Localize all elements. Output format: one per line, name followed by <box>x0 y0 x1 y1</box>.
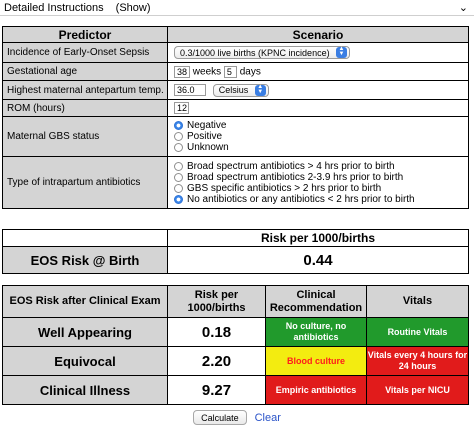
birth-risk-label: EOS Risk @ Birth <box>3 247 168 274</box>
exam-row-vitals: Vitals per NICU <box>367 376 469 405</box>
exam-row-vitals: Routine Vitals <box>367 318 469 347</box>
days-unit: days <box>239 66 261 78</box>
exam-risk-header-line: 1000/births <box>187 301 246 314</box>
incidence-value: 0.3/1000 live births (KPNC incidence) <box>180 47 330 58</box>
antibiotics-option-broad-4[interactable] <box>174 161 468 172</box>
gbs-option-label: Unknown <box>187 142 229 153</box>
instructions-toggle[interactable]: (Show) <box>115 1 151 14</box>
gbs-option-positive[interactable] <box>174 131 468 142</box>
exam-rec-header <box>266 286 367 318</box>
vitals-line: 24 hours <box>398 361 437 371</box>
instructions-title: Detailed Instructions <box>4 1 104 14</box>
radio-icon[interactable] <box>174 162 183 171</box>
exam-row-vitals <box>367 347 469 376</box>
exam-rec-header-line: Clinical <box>296 288 336 301</box>
temp-unit-value: Celsius <box>218 85 249 95</box>
exam-row-label: Well Appearing <box>3 318 168 347</box>
gbs-option-label: Negative <box>187 120 227 131</box>
antibiotics-label: Type of intrapartum antibiotics <box>3 157 168 209</box>
predictor-header: Predictor <box>3 27 168 43</box>
exam-row-label: Equivocal <box>3 347 168 376</box>
antibiotics-option-none[interactable] <box>174 194 468 205</box>
rom-input[interactable]: 12 <box>174 102 189 114</box>
chevron-down-icon[interactable]: ⌄ <box>458 2 468 14</box>
exam-row-recommendation: Blood culture <box>266 347 367 376</box>
radio-selected-icon[interactable] <box>174 195 183 204</box>
radio-icon[interactable] <box>174 143 183 152</box>
gbs-label: Maternal GBS status <box>3 117 168 157</box>
exam-vitals-header: Vitals <box>367 286 469 318</box>
calculate-button[interactable]: Calculate <box>193 410 247 425</box>
radio-icon[interactable] <box>174 173 183 182</box>
incidence-label: Incidence of Early-Onset Sepsis <box>3 43 168 63</box>
select-arrows-icon: ▲ ▼ <box>336 47 347 58</box>
instructions-bar <box>0 0 474 16</box>
birth-risk-value: 0.44 <box>168 247 469 274</box>
rom-label: ROM (hours) <box>3 100 168 117</box>
exam-row-recommendation <box>266 318 367 347</box>
radio-icon[interactable] <box>174 132 183 141</box>
gestational-days-input[interactable]: 5 <box>224 66 237 78</box>
recommendation-line: No culture, no <box>285 321 347 331</box>
vitals-line: Vitals every 4 hours for <box>367 350 468 360</box>
exam-label-header: EOS Risk after Clinical Exam <box>3 286 168 318</box>
gestational-weeks-input[interactable]: 38 <box>174 66 190 78</box>
recommendation-line: antibiotics <box>293 332 339 342</box>
weeks-unit: weeks <box>192 66 222 78</box>
antibiotics-option-gbs[interactable] <box>174 183 468 194</box>
exam-row-risk: 0.18 <box>168 318 266 347</box>
birth-risk-table <box>2 229 469 274</box>
vitals-box <box>367 347 468 375</box>
radio-icon[interactable] <box>174 184 183 193</box>
antibiotics-option-label: Broad spectrum antibiotics > 4 hrs prior to birth <box>187 160 395 172</box>
antibiotics-option-label: Broad spectrum antibiotics 2-3.9 hrs prior to birth <box>187 171 404 183</box>
clear-link[interactable]: Clear <box>254 411 281 424</box>
scenario-header: Scenario <box>168 27 469 43</box>
radio-selected-icon[interactable] <box>174 121 183 130</box>
birth-risk-header: Risk per 1000/births <box>168 230 469 247</box>
clinical-exam-table <box>2 285 469 405</box>
incidence-select[interactable] <box>174 46 350 59</box>
predictor-table <box>2 26 469 209</box>
antibiotics-option-label: No antibiotics or any antibiotics < 2 hrs prior to birth <box>187 193 415 205</box>
exam-row-risk: 2.20 <box>168 347 266 376</box>
antibiotics-option-broad-2[interactable] <box>174 172 468 183</box>
select-arrows-icon: ▲ ▼ <box>255 85 266 96</box>
exam-row-recommendation: Empiric antibiotics <box>266 376 367 405</box>
gbs-option-label: Positive <box>187 131 223 142</box>
temp-input[interactable]: 36.0 <box>174 84 206 96</box>
temp-label: Highest maternal antepartum temp. <box>3 81 168 100</box>
exam-risk-header-line: Risk per <box>194 288 239 301</box>
gbs-option-unknown[interactable] <box>174 142 468 153</box>
antibiotics-option-label: GBS specific antibiotics > 2 hrs prior to birth <box>187 182 382 194</box>
birth-risk-blank-header <box>3 230 168 247</box>
exam-risk-header <box>168 286 266 318</box>
exam-rec-header-line: Recommendation <box>269 301 363 314</box>
action-bar <box>0 410 474 425</box>
temp-unit-select[interactable] <box>213 84 269 97</box>
gbs-option-negative[interactable] <box>174 120 468 131</box>
exam-row-risk: 9.27 <box>168 376 266 405</box>
exam-row-label: Clinical Illness <box>3 376 168 405</box>
gestational-age-label: Gestational age <box>3 63 168 81</box>
